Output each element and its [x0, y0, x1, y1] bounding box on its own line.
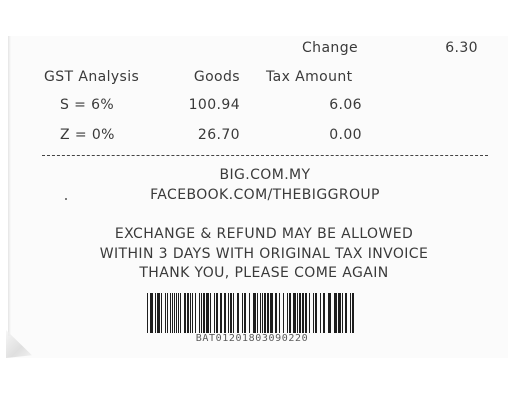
- barcode-bar: [328, 293, 331, 333]
- barcode-bar: [253, 293, 256, 333]
- thank-you-text: THANK YOU, PLEASE COME AGAIN: [139, 265, 389, 281]
- facebook-text: FACEBOOK.COM/THEBIGGROUP: [150, 187, 380, 203]
- barcode-bar: [279, 293, 280, 333]
- barcode-bar: [287, 293, 288, 333]
- barcode-bar: [224, 293, 226, 333]
- barcode-bar: [199, 293, 200, 333]
- barcode-bar: [334, 293, 337, 333]
- barcode-bar: [320, 293, 321, 333]
- barcode-bar: [174, 293, 175, 333]
- barcode-bar: [323, 293, 325, 333]
- barcode-bar: [157, 293, 160, 333]
- gst-row-goods: 26.70: [197, 127, 240, 143]
- barcode-bar: [192, 293, 193, 333]
- barcode-bar: [187, 293, 189, 333]
- barcode-bar: [313, 293, 314, 333]
- barcode-bar: [195, 293, 196, 333]
- tax-amount-column-header: Tax Amount: [266, 69, 353, 85]
- dashed-divider: [42, 155, 488, 156]
- barcode-bar: [237, 293, 239, 333]
- barcode-bar: [172, 293, 173, 333]
- barcode-bar: [257, 293, 258, 333]
- policy-line-2: WITHIN 3 DAYS WITH ORIGINAL TAX INVOICE: [99, 246, 429, 262]
- barcode-bar: [249, 293, 250, 333]
- barcode-bar: [345, 293, 347, 333]
- goods-column-header: Goods: [193, 69, 240, 85]
- change-label: Change: [302, 40, 359, 56]
- gst-row-tax: 0.00: [329, 127, 362, 143]
- barcode-bar: [210, 293, 211, 333]
- policy-line-1: EXCHANGE & REFUND MAY BE ALLOWED: [114, 226, 414, 242]
- barcode-bar: [338, 293, 341, 333]
- barcode-bar: [293, 293, 296, 333]
- barcode-bar: [184, 293, 186, 333]
- barcode-bar: [233, 293, 234, 333]
- barcode-bar: [299, 293, 301, 333]
- barcode-bar: [216, 293, 218, 333]
- gst-row-code: Z = 0%: [60, 127, 115, 143]
- barcode-bar: [178, 293, 179, 333]
- barcode-bar: [170, 293, 171, 333]
- barcode-bar: [264, 293, 266, 333]
- barcode-bar: [147, 293, 148, 333]
- barcode-bar: [262, 293, 263, 333]
- barcode-bar: [190, 293, 191, 333]
- barcode-bar: [297, 293, 298, 333]
- barcode-bar: [167, 293, 168, 333]
- barcode-bar: [176, 293, 177, 333]
- paper-edge: [8, 36, 11, 336]
- barcode-bar: [165, 293, 166, 333]
- barcode-bar: [155, 293, 156, 333]
- barcode-bar: [244, 293, 246, 333]
- barcode-bar: [350, 293, 351, 333]
- barcode-bar: [214, 293, 215, 333]
- barcode-bar: [305, 293, 307, 333]
- gst-row-code: S = 6%: [60, 97, 115, 113]
- change-value: 6.30: [445, 40, 478, 56]
- barcode-bar: [206, 293, 209, 333]
- barcode-bar: [230, 293, 232, 333]
- barcode-bar: [203, 293, 205, 333]
- barcode-bar: [275, 293, 277, 333]
- barcode-bar: [228, 293, 229, 333]
- gst-analysis-title: GST Analysis: [44, 69, 140, 85]
- barcode-number: BAT01201803090220: [195, 333, 309, 344]
- barcode-bar: [289, 293, 291, 333]
- barcode-bar: [309, 293, 310, 333]
- barcode-bar: [220, 293, 222, 333]
- barcode-bar: [302, 293, 304, 333]
- barcode-bar: [352, 293, 354, 333]
- barcode-bar: [242, 293, 243, 333]
- barcode-bar: [270, 293, 273, 333]
- website-text: BIG.COM.MY: [219, 167, 311, 183]
- barcode-bar: [342, 293, 343, 333]
- barcode-bar: [161, 293, 162, 333]
- gst-row-tax: 6.06: [329, 97, 362, 113]
- barcode-bar: [180, 293, 181, 333]
- barcode-bar: [283, 293, 284, 333]
- barcode: [147, 293, 357, 333]
- barcode-bar: [267, 293, 269, 333]
- gst-row-goods: 100.94: [188, 97, 240, 113]
- barcode-bar: [260, 293, 261, 333]
- barcode-bar: [150, 293, 153, 333]
- barcode-bar: [201, 293, 202, 333]
- barcode-bar: [315, 293, 317, 333]
